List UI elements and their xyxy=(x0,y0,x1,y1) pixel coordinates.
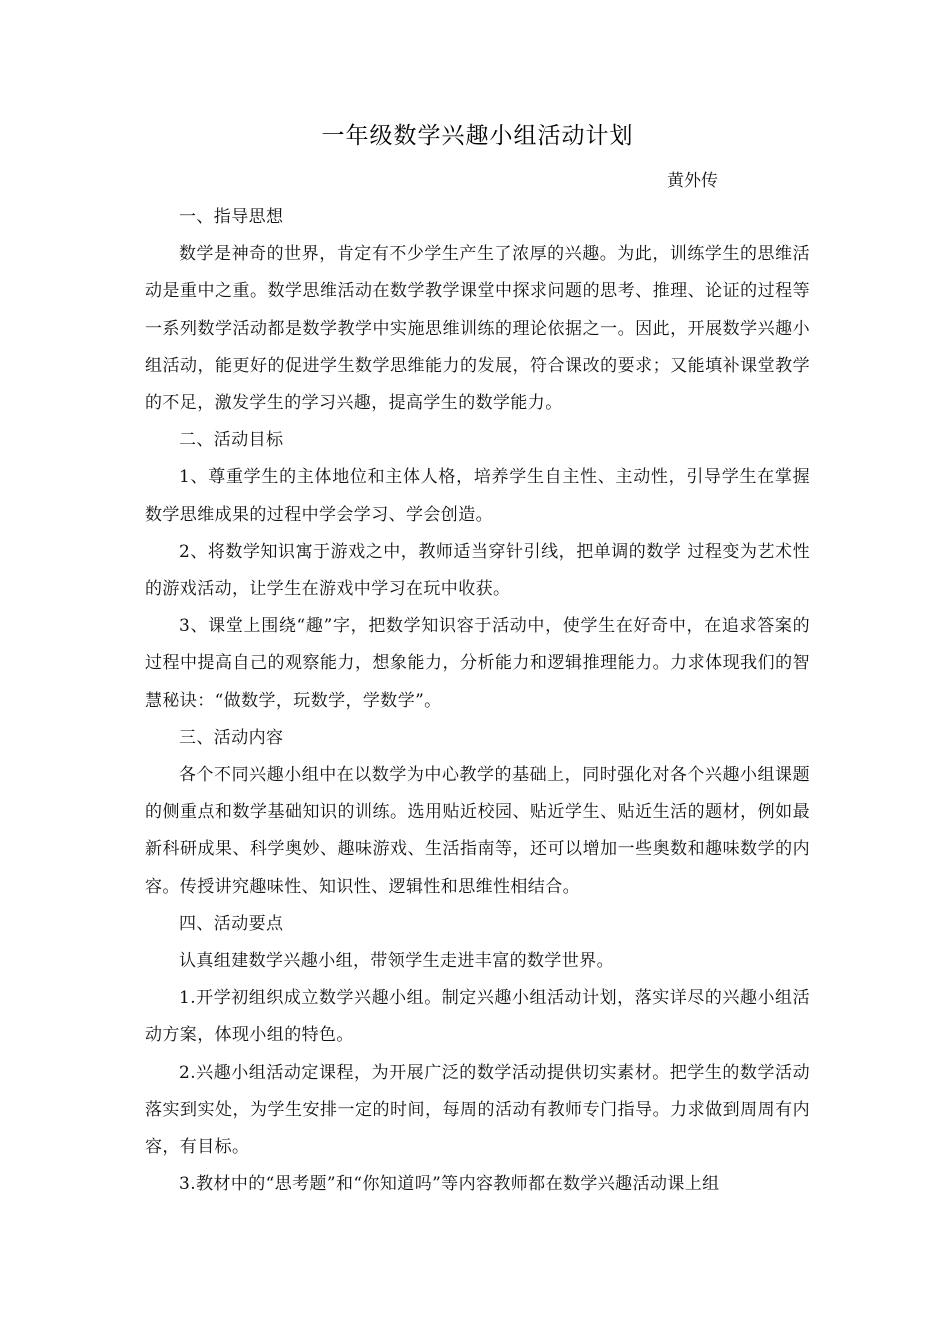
document-page xyxy=(145,118,810,1203)
section-heading-activity-content: 三、活动内容 xyxy=(179,727,284,748)
paragraph: 2、将数学知识寓于游戏之中，教师适当穿针引线，把单调的数学 过程变为艺术性的游戏活动，让学生在游戏中学习在玩中收获。 xyxy=(145,541,810,600)
paragraph: 各个不同兴趣小组中在以数学为中心教学的基础上，同时强化对各个兴趣小组课题的侧重点和数学基础知识的训练。选用贴近校园、贴近学生、贴近生活的题材，例如最新科研成果、科学奥妙、趣味游戏、生活指南等，还可以增加一些奥数和趣味数学的内容。传授讲究趣味性、知识性、逻辑性和思维性相结合。 xyxy=(145,765,810,897)
section-heading-guiding-idea: 一、指导思想 xyxy=(179,207,284,227)
paragraph: 数学是神奇的世界，肯定有不少学生产生了浓厚的兴趣。为此，训练学生的思维活动是重中之重。数学思维活动在数学教学课堂中探求问题的思考、推理、论证的过程等一系列数学活动都是数学教学中实施思维训练的理论依据之一。因此，开展数学兴趣小组活动，能更好的促进学生数学思维能力的发展，符合课改的要求；又能填补课堂教学的不足，激发学生的学习兴趣，提高学生的数学能力。 xyxy=(145,244,810,414)
document-title: 一年级数学兴趣小组活动计划 xyxy=(321,123,634,149)
paragraph: 认真组建数学兴趣小组，带领学生走进丰富的数学世界。 xyxy=(179,951,614,972)
paragraph: 1.开学初组织成立数学兴趣小组。制定兴趣小组活动计划，落实详尽的兴趣小组活动方案，体现小组的特色。 xyxy=(145,988,810,1046)
document-body xyxy=(145,199,810,1203)
paragraph: 1、尊重学生的主体地位和主体人格，培养学生自主性、主动性，引导学生在掌握数学思维成果的过程中学会学习、学会创造。 xyxy=(145,467,810,525)
section-heading-activity-points: 四、活动要点 xyxy=(179,913,284,934)
document-author: 黄外传 xyxy=(667,171,718,191)
paragraph: 3、课堂上围绕“趣”字，把数学知识容于活动中，使学生在好奇中，在追求答案的过程中提高自己的观察能力，想象能力，分析能力和逻辑推理能力。力求体现我们的智慧秘诀：“做数学，玩数学，学数学”。 xyxy=(145,616,810,711)
paragraph: 3.教材中的“思考题”和“你知道吗”等内容教师都在数学兴趣活动课上组 xyxy=(179,1174,720,1195)
section-heading-activity-goals: 二、活动目标 xyxy=(179,430,284,451)
paragraph: 2.兴趣小组活动定课程，为开展广泛的数学活动提供切实素材。把学生的数学活动落实到实处，为学生安排一定的时间，每周的活动有教师专门指导。力求做到周周有内容，有目标。 xyxy=(145,1062,810,1158)
